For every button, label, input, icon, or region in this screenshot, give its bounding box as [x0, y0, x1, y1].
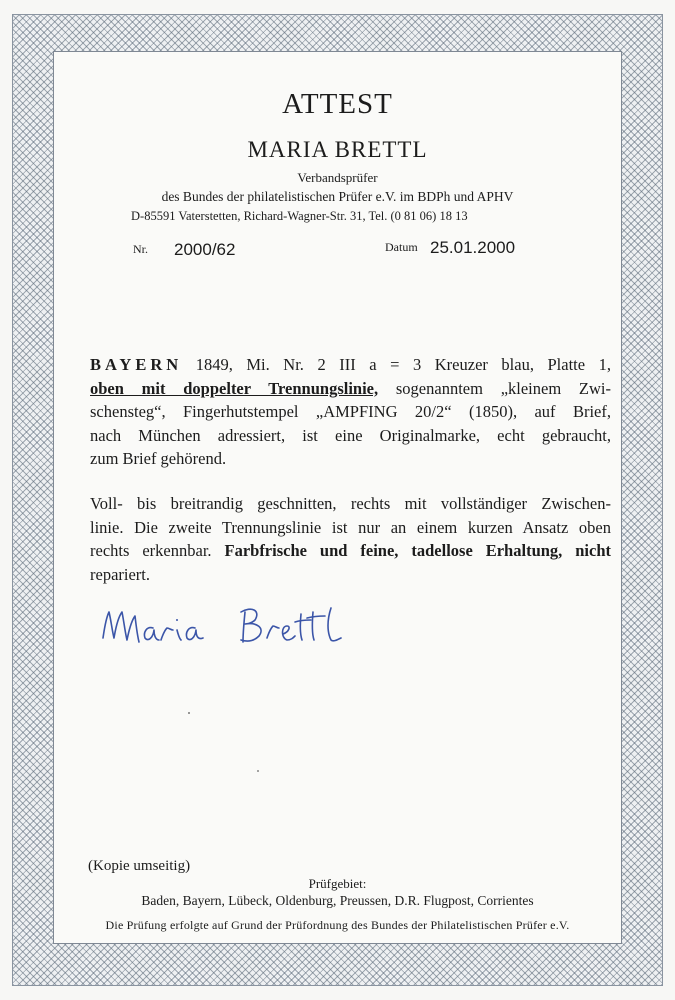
description-line-4: nach München adressiert, ist eine Originalmarke, echt gebraucht, — [90, 425, 611, 445]
certificate-date: 25.01.2000 — [430, 238, 516, 257]
examination-area-label: Prüfgebiet: — [308, 876, 367, 891]
examination-regions: Baden, Bayern, Lübeck, Oldenburg, Preussen, D.R. Flugpost, Corrientes — [141, 893, 534, 908]
condition-line-3: rechts erkennbar. Farbfrische und feine, tadellose Erhaltung, nicht — [90, 541, 611, 560]
country-label: BAYERN — [90, 355, 183, 374]
examiner-name: MARIA BRETTL — [247, 137, 428, 162]
association-line: des Bundes der philatelistischen Prüfer e.V. im BDPh und APHV — [161, 189, 514, 204]
condition-paragraph — [90, 492, 611, 586]
handwritten-signature — [95, 594, 365, 664]
date-label: Datum — [385, 240, 418, 254]
stamp-description-paragraph — [90, 353, 611, 471]
condition-line-1: Voll- bis breitrandig geschnitten, rechts mit vollständiger Zwischen- — [90, 494, 611, 513]
examiner-role: Verbandsprüfer — [297, 170, 378, 185]
condition-line-4: repariert. — [90, 564, 150, 584]
speck — [188, 712, 190, 714]
condition-line-2: linie. Die zweite Trennungslinie ist nur an einem kurzen Ansatz oben — [90, 517, 611, 537]
speck — [257, 770, 259, 772]
certificate-number: 2000/62 — [174, 240, 236, 259]
description-line-5: zum Brief gehörend. — [90, 449, 227, 468]
copy-note: (Kopie umseitig) — [88, 858, 191, 874]
regulation-note: Die Prüfung erfolgte auf Grund der Prüfordnung des Bundes der Philatelistischen Prüfer e.V. — [105, 918, 570, 932]
certificate-number-label: Nr. — [133, 242, 148, 256]
certificate-title: ATTEST — [282, 88, 393, 120]
description-line-3: schensteg“, Fingerhutstempel „AMPFING 20/2“ (1850), auf Brief, — [90, 402, 611, 421]
description-line-2: oben mit doppelter Trennungslinie, sogenanntem „kleinem Zwi- — [90, 378, 611, 398]
underlined-feature: oben mit doppelter Trennungslinie, — [90, 378, 379, 398]
address-line: D-85591 Vaterstetten, Richard-Wagner-Str. 31, Tel. (0 81 06) 18 13 — [131, 209, 468, 223]
description-line-1: BAYERN 1849, Mi. Nr. 2 III a = 3 Kreuzer blau, Platte 1, — [90, 355, 611, 374]
